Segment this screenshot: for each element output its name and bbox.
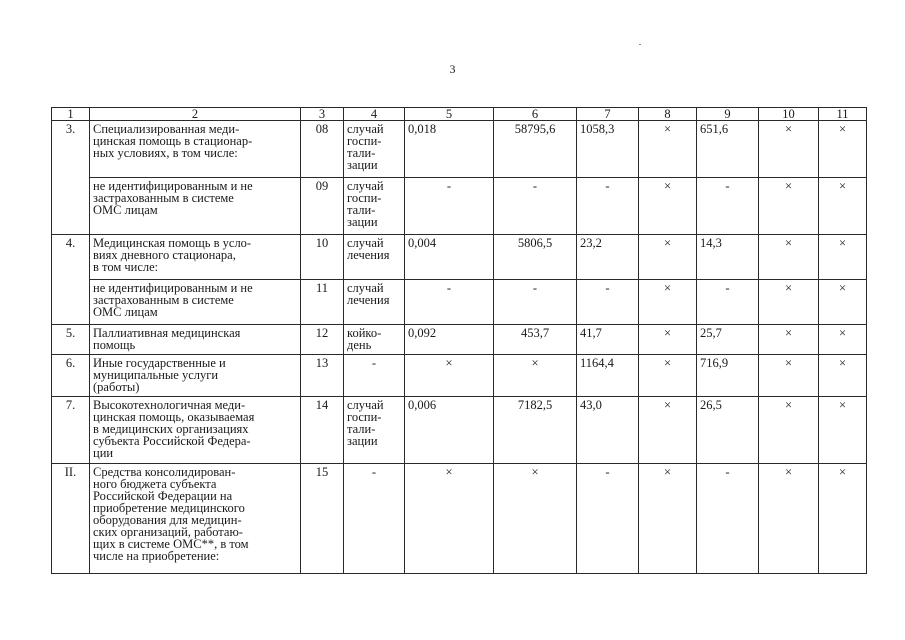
value-cell-col7: - — [577, 280, 639, 325]
description-cell: Иные государственные и муниципальные услуги (работы) — [90, 355, 301, 397]
row-index-cell: 7. — [52, 397, 90, 464]
line-code-cell: 14 — [301, 397, 344, 464]
value-cell-col7: - — [577, 178, 639, 235]
value-cell-col10: × — [759, 280, 819, 325]
table-row — [52, 464, 867, 574]
header-cell: 3 — [301, 108, 344, 121]
value-cell-col9: 26,5 — [697, 397, 759, 464]
description-cell: не идентифицированным и не застрахованным в системе ОМС лицам — [90, 178, 301, 235]
line-code-cell: 15 — [301, 464, 344, 574]
value-cell-col10: × — [759, 235, 819, 280]
value-cell-col5: - — [405, 178, 494, 235]
value-cell-col8: × — [639, 355, 697, 397]
row-index-cell: 4. — [52, 235, 90, 280]
unit-cell: случай госпи- тали- зации — [344, 397, 405, 464]
value-cell-col9: - — [697, 280, 759, 325]
table-row — [52, 397, 867, 464]
value-cell-col9: 14,3 — [697, 235, 759, 280]
value-cell-col9: 651,6 — [697, 121, 759, 178]
value-cell-col5: 0,004 — [405, 235, 494, 280]
line-code-cell: 10 — [301, 235, 344, 280]
table-row — [52, 235, 867, 280]
value-cell-col10: × — [759, 464, 819, 574]
header-cell: 4 — [344, 108, 405, 121]
value-cell-col11: × — [819, 280, 867, 325]
value-cell-col6: - — [494, 280, 577, 325]
unit-cell: - — [344, 464, 405, 574]
value-cell-col8: × — [639, 121, 697, 178]
line-code-cell: 11 — [301, 280, 344, 325]
value-cell-col8: × — [639, 464, 697, 574]
value-cell-col5: - — [405, 280, 494, 325]
value-cell-col9: 716,9 — [697, 355, 759, 397]
value-cell-col8: × — [639, 178, 697, 235]
unit-cell: случай лечения — [344, 280, 405, 325]
row-index-cell: 5. — [52, 325, 90, 355]
value-cell-col5: 0,006 — [405, 397, 494, 464]
value-cell-col7: 23,2 — [577, 235, 639, 280]
value-cell-col6: 453,7 — [494, 325, 577, 355]
value-cell-col11: × — [819, 355, 867, 397]
report-table — [51, 107, 867, 574]
description-cell: Высокотехнологичная меди- цинская помощь, оказываемая в медицинских организациях субъекта Российской Федера- ции — [90, 397, 301, 464]
value-cell-col11: × — [819, 325, 867, 355]
table-row — [52, 325, 867, 355]
header-cell: 8 — [639, 108, 697, 121]
unit-cell: случай госпи- тали- зации — [344, 178, 405, 235]
value-cell-col6: - — [494, 178, 577, 235]
value-cell-col6: 5806,5 — [494, 235, 577, 280]
value-cell-col11: × — [819, 397, 867, 464]
header-cell: 7 — [577, 108, 639, 121]
description-cell: Средства консолидирован- ного бюджета субъекта Российской Федерации на приобретение медицинского оборудования для медицин- ских организаций, работаю- щих в системе ОМС**, в том числе на приобретение: — [90, 464, 301, 574]
value-cell-col10: × — [759, 121, 819, 178]
value-cell-col7: 1164,4 — [577, 355, 639, 397]
description-cell: Паллиативная медицинская помощь — [90, 325, 301, 355]
value-cell-col11: × — [819, 235, 867, 280]
value-cell-col11: × — [819, 121, 867, 178]
value-cell-col6: 7182,5 — [494, 397, 577, 464]
description-cell: Специализированная меди- цинская помощь в стационар- ных условиях, в том числе: — [90, 121, 301, 178]
value-cell-col10: × — [759, 397, 819, 464]
value-cell-col6: × — [494, 464, 577, 574]
value-cell-col10: × — [759, 325, 819, 355]
value-cell-col7: 1058,3 — [577, 121, 639, 178]
value-cell-col9: - — [697, 178, 759, 235]
page-number: 3 — [449, 62, 456, 76]
value-cell-col8: × — [639, 397, 697, 464]
header-cell: 1 — [52, 108, 90, 121]
row-index-cell: 6. — [52, 355, 90, 397]
row-index-cell: 3. — [52, 121, 90, 178]
value-cell-col9: 25,7 — [697, 325, 759, 355]
scan-speck — [639, 44, 641, 45]
unit-cell: случай лечения — [344, 235, 405, 280]
header-cell: 5 — [405, 108, 494, 121]
value-cell-col10: × — [759, 178, 819, 235]
table-row — [52, 355, 867, 397]
header-cell: 6 — [494, 108, 577, 121]
value-cell-col6: 58795,6 — [494, 121, 577, 178]
header-cell: 11 — [819, 108, 867, 121]
value-cell-col5: × — [405, 464, 494, 574]
line-code-cell: 12 — [301, 325, 344, 355]
value-cell-col9: - — [697, 464, 759, 574]
header-cell: 2 — [90, 108, 301, 121]
header-cell: 10 — [759, 108, 819, 121]
line-code-cell: 08 — [301, 121, 344, 178]
table-row — [52, 121, 867, 178]
value-cell-col10: × — [759, 355, 819, 397]
value-cell-col5: 0,018 — [405, 121, 494, 178]
unit-cell: койко- день — [344, 325, 405, 355]
value-cell-col8: × — [639, 235, 697, 280]
description-cell: не идентифицированным и не застрахованным в системе ОМС лицам — [90, 280, 301, 325]
unit-cell: случай госпи- тали- зации — [344, 121, 405, 178]
value-cell-col11: × — [819, 178, 867, 235]
value-cell-col6: × — [494, 355, 577, 397]
header-row — [52, 108, 867, 121]
table-row — [52, 178, 867, 235]
table-row — [52, 280, 867, 325]
unit-cell: - — [344, 355, 405, 397]
value-cell-col7: 41,7 — [577, 325, 639, 355]
value-cell-col11: × — [819, 464, 867, 574]
line-code-cell: 09 — [301, 178, 344, 235]
value-cell-col7: 43,0 — [577, 397, 639, 464]
value-cell-col5: × — [405, 355, 494, 397]
line-code-cell: 13 — [301, 355, 344, 397]
row-index-cell — [52, 280, 90, 325]
value-cell-col7: - — [577, 464, 639, 574]
header-cell: 9 — [697, 108, 759, 121]
value-cell-col8: × — [639, 325, 697, 355]
row-index-cell — [52, 178, 90, 235]
value-cell-col5: 0,092 — [405, 325, 494, 355]
value-cell-col8: × — [639, 280, 697, 325]
description-cell: Медицинская помощь в усло- виях дневного стационара, в том числе: — [90, 235, 301, 280]
row-index-cell: II. — [52, 464, 90, 574]
